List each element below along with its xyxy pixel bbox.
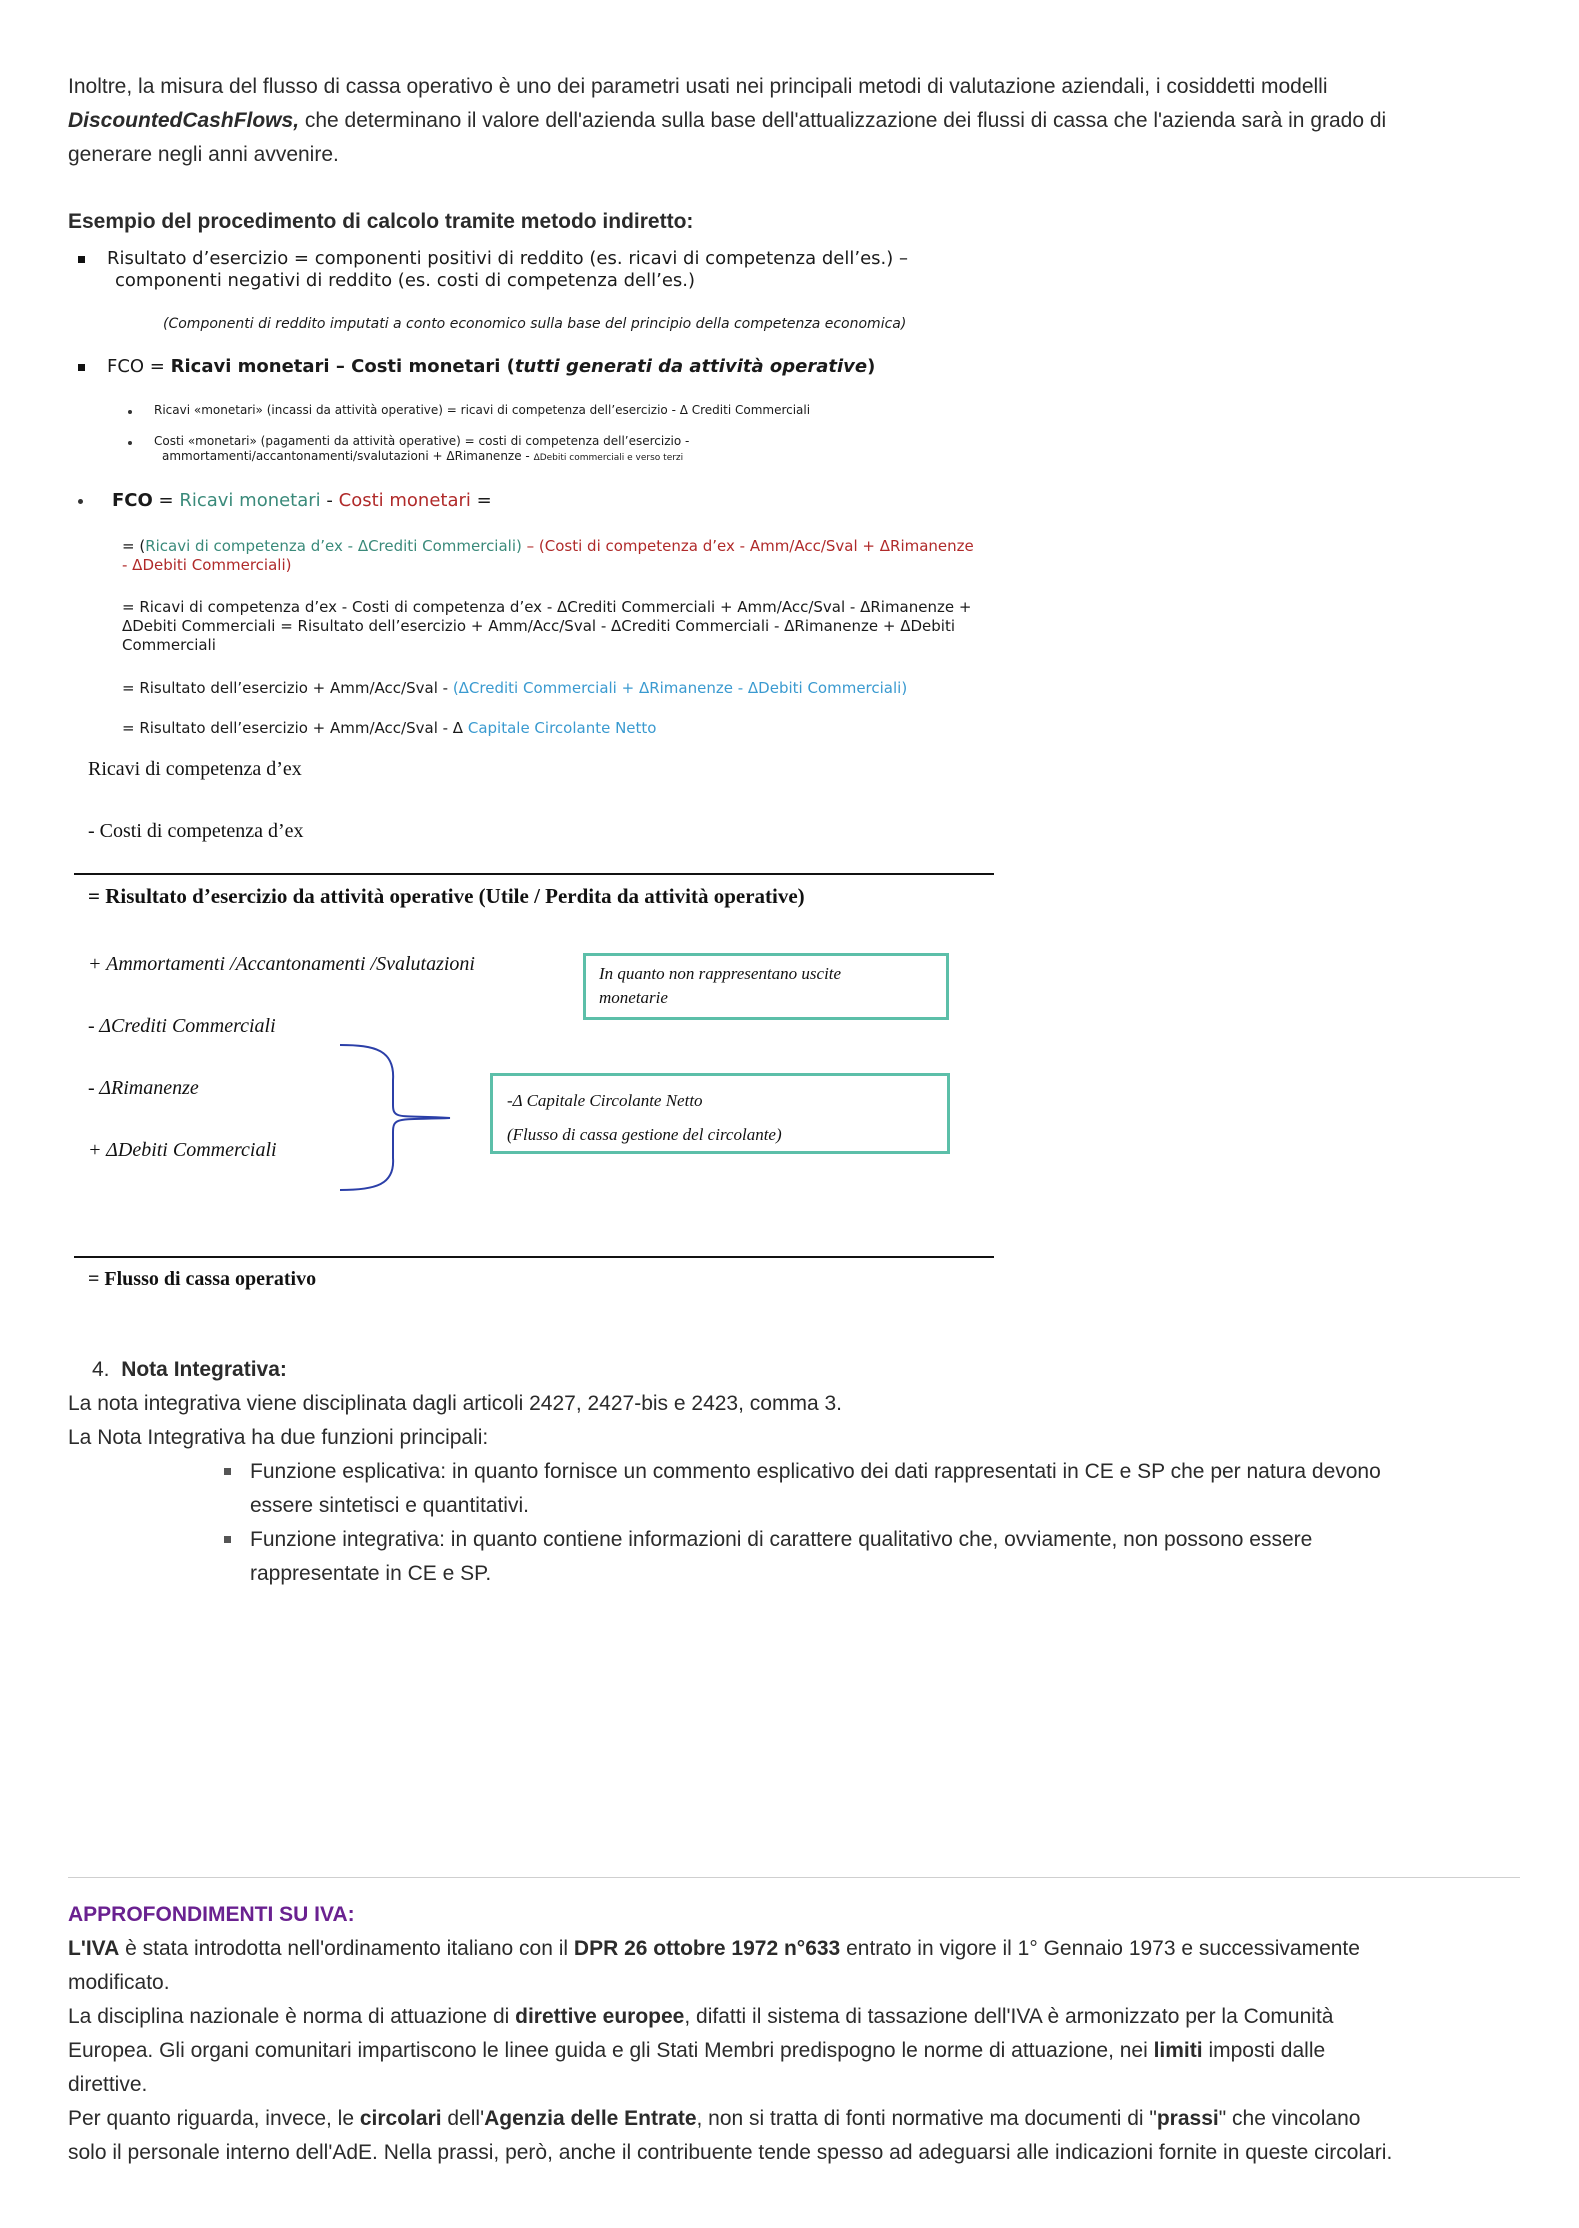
scheme-rimanenze: - ΔRimanenze [88, 1077, 199, 1099]
intro-line-2: DiscountedCashFlows, che determinano il valore dell'azienda sulla base dell'attualizzazione dei flussi di cassa che l'azienda sarà in grado di [68, 109, 1387, 132]
formula-4: = Risultato dell’esercizio + Amm/Acc/Sval - Δ Capitale Circolante Netto [122, 719, 657, 737]
example-title: Esempio del procedimento di calcolo tramite metodo indiretto: [68, 210, 694, 233]
scheme-flusso: = Flusso di cassa operativo [88, 1268, 317, 1290]
scheme-debiti: + ΔDebiti Commerciali [88, 1139, 277, 1161]
scheme-ricavi: Ricavi di competenza d’ex [88, 758, 302, 780]
scheme-amm: + Ammortamenti /Accantonamenti /Svalutazioni [88, 953, 475, 975]
formula-1: = (Ricavi di competenza d’ex - ΔCrediti Commerciali) – (Costi di competenza d’ex - Amm/Acc/Sval + ΔRimanenze - ΔDebiti Commerciali) [122, 537, 974, 574]
bullet-square-icon [78, 364, 85, 371]
bullet-fco-2: FCO = Ricavi monetari - Costi monetari = [78, 490, 492, 511]
bullet-square-icon [224, 1536, 231, 1543]
bullet-risultato: Risultato d’esercizio = componenti positivi di reddito (es. ricavi di competenza dell’es.) – componenti negativi di reddito (es. costi di competenza dell’es.) [78, 248, 908, 292]
intro-line-1: Inoltre, la misura del flusso di cassa operativo è uno dei parametri usati nei principali metodi di valutazione aziendali, i cosiddetti modelli [68, 75, 1328, 98]
curly-brace-icon [335, 1040, 455, 1195]
intro-paragraph [68, 70, 1528, 172]
bullet-dot-icon [128, 410, 132, 414]
formula-2: = Ricavi di competenza d’ex - Costi di competenza d’ex - ΔCrediti Commerciali + Amm/Acc/Sval - ΔRimanenze + ΔDebiti Commerciali = Risultato dell’esercizio + Amm/Acc/Sval - ΔCrediti Commerciali - ΔRimanenze + ΔDebiti Commerciali [122, 598, 972, 654]
bullet-square-icon [224, 1468, 231, 1475]
bullet-square-icon [78, 256, 85, 263]
nota-p1: La nota integrativa viene disciplinata dagli articoli 2427, 2427-bis e 2423, comma 3. [68, 1392, 842, 1415]
nota-heading: 4. Nota Integrativa: [92, 1358, 287, 1381]
box-non-monetarie: In quanto non rappresentano uscite monetarie [583, 953, 949, 1020]
dcf-term: DiscountedCashFlows, [68, 109, 300, 132]
scheme-crediti: - ΔCrediti Commerciali [88, 1015, 276, 1037]
formula-3: = Risultato dell’esercizio + Amm/Acc/Sval - (ΔCrediti Commerciali + ΔRimanenze - ΔDebiti Commerciali) [122, 679, 908, 697]
bullet-dot-icon [128, 441, 132, 445]
sub-bullet-costi: Costi «monetari» (pagamenti da attività operative) = costi di competenza dell’esercizio - ammortamenti/accantonamenti/svalutazioni + ΔRimanenze - ΔDebiti commerciali e verso terzi [128, 434, 689, 466]
section-separator [68, 1877, 1520, 1878]
sub-bullet-ricavi: Ricavi «monetari» (incassi da attività operative) = ricavi di competenza dell’esercizio - Δ Crediti Commerciali [128, 403, 810, 417]
scheme-costi: - Costi di competenza d’ex [88, 820, 304, 842]
nota-item-esplicativa: Funzione esplicativa: in quanto fornisce un commento esplicativo dei dati rappresentati in CE e SP che per natura devono essere sintetisci e quantitativi. [222, 1455, 1522, 1523]
intro-line-3: generare negli anni avvenire. [68, 143, 339, 166]
scheme-divider-bottom [74, 1256, 994, 1258]
bullet-fco: FCO = Ricavi monetari – Costi monetari (tutti generati da attività operative) [78, 356, 875, 377]
scheme-divider-top [74, 873, 994, 875]
nota-p2: La Nota Integrativa ha due funzioni principali: [68, 1426, 489, 1449]
iva-title: APPROFONDIMENTI SU IVA: [68, 1903, 355, 1926]
scheme-risultato: = Risultato d’esercizio da attività operative (Utile / Perdita da attività operative) [88, 884, 805, 908]
bullet-dot-icon [78, 499, 83, 504]
nota-item-integrativa: Funzione integrativa: in quanto contiene informazioni di carattere qualitativo che, ovviamente, non possono essere rappresentate in CE e SP. [222, 1523, 1522, 1591]
note-competenza: (Componenti di reddito imputati a conto economico sulla base del principio della competenza economica) [163, 316, 907, 332]
iva-paragraph: L'IVA è stata introdotta nell'ordinamento italiano con il DPR 26 ottobre 1972 n°633 entrato in vigore il 1° Gennaio 1973 e successivamente modificato. La disciplina nazionale è norma di attuazione di direttive europee, difatti il sistema di tassazione dell'IVA è armonizzato per la Comunità Europea. Gli organi comunitari impartiscono le linee guida e gli Stati Membri predispogno le norme di attuazione, nei limiti imposti dalle direttive. Per quanto riguarda, invece, le circolari dell'Agenzia delle Entrate, non si tratta di fonti normative ma documenti di "prassi" che vincolano solo il personale interno dell'AdE. Nella prassi, però, anche il contribuente tende spesso ad adeguarsi alle indicazioni fornite in queste circolari. [68, 1937, 1393, 2164]
box-capitale-circolante: -Δ Capitale Circolante Netto (Flusso di cassa gestione del circolante) [490, 1073, 950, 1154]
